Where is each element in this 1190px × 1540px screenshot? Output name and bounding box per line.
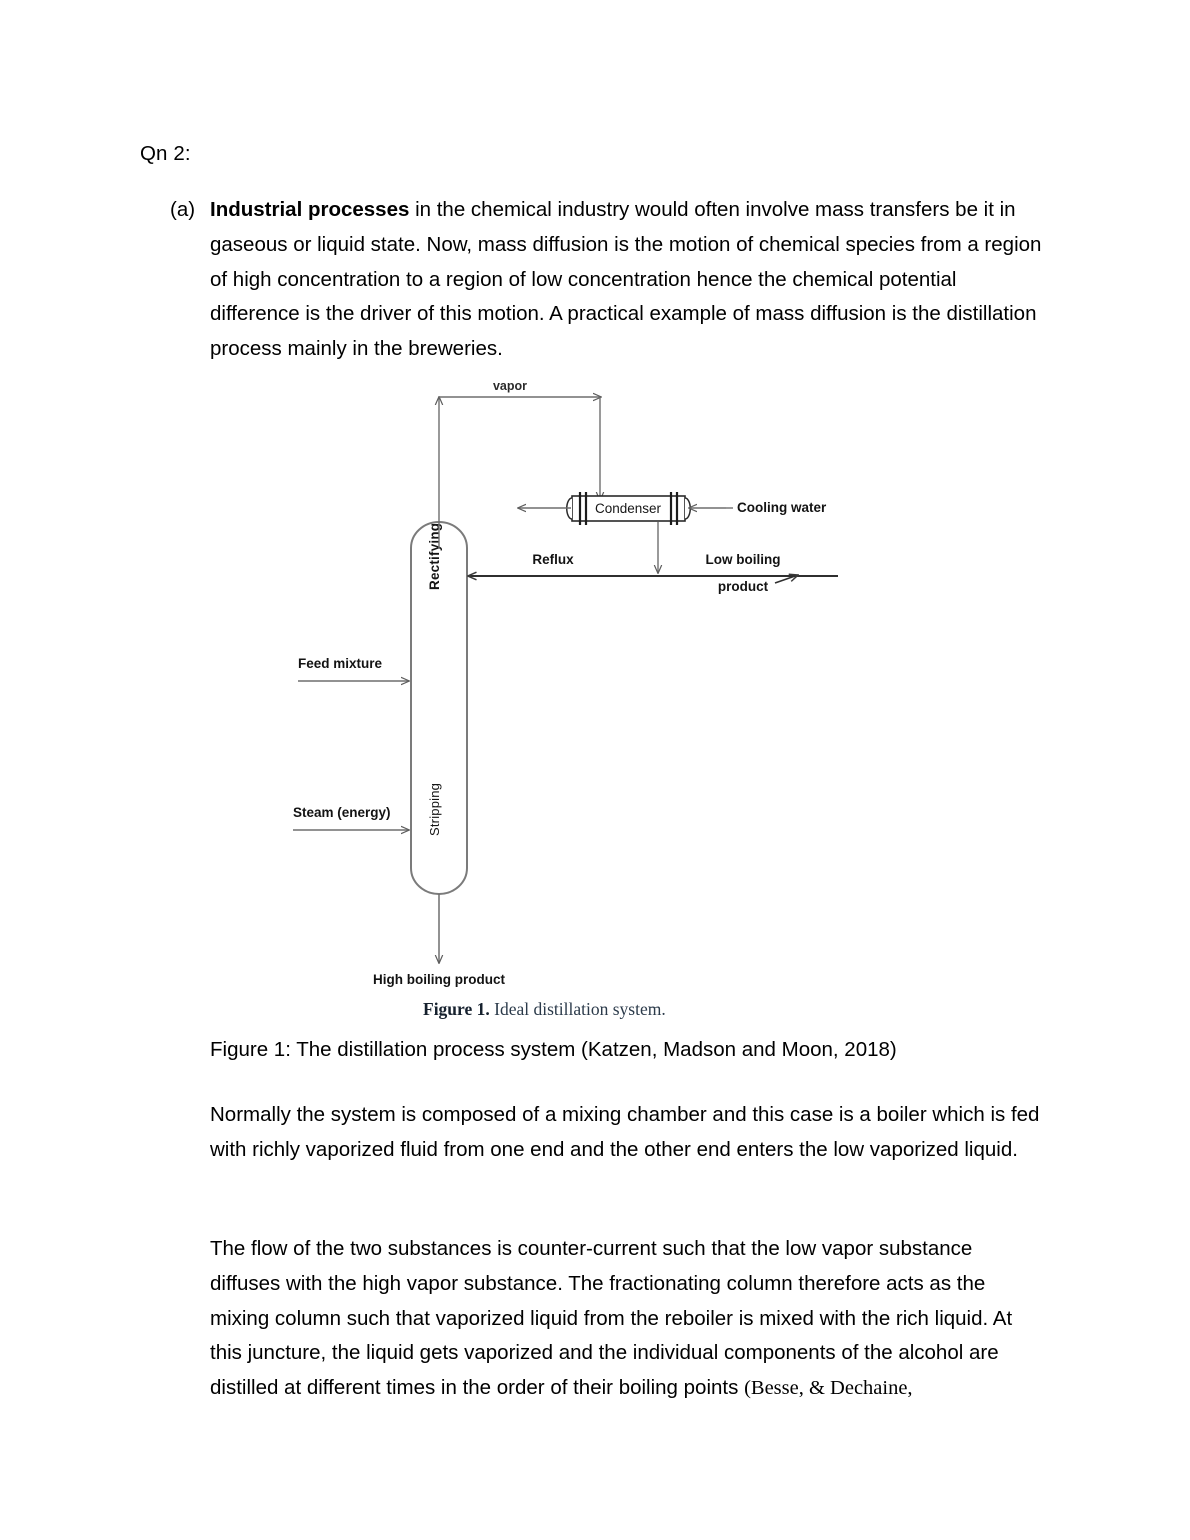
label-vapor: vapor [492, 379, 528, 393]
list-item-text: in the chemical industry would often involve mass transfers be it in gaseous or liquid state. Now, mass diffusion is the motion of chemical species from a region of high concentration to a region of low concentration hence the chemical potential difference is the driver of this motion. A practical example of mass diffusion is the distillation process mainly in the breweries. [210, 198, 1042, 361]
paragraph-two [210, 1232, 1048, 1406]
label-rectifying: Rectifying [427, 522, 442, 590]
figure-inner-caption-text: Ideal distillation system. [489, 999, 666, 1019]
figure-inner-caption [423, 999, 666, 1020]
label-feed-mixture: Feed mixture [298, 656, 383, 671]
list-marker: (a) [170, 198, 196, 221]
question-label: Qn 2: [140, 142, 191, 165]
label-low-boiling-product-line2: product [717, 579, 769, 594]
figure-inner-caption-number: Figure 1. [423, 999, 490, 1019]
label-stripping: Stripping [427, 782, 442, 836]
list-item-body [210, 193, 1050, 367]
label-low-boiling-product-line1: Low boiling [705, 552, 781, 567]
figure-outer-caption: Figure 1: The distillation process system (Katzen, Madson and Moon, 2018) [210, 1038, 897, 1061]
paragraph-one: Normally the system is composed of a mixing chamber and this case is a boiler which is fed with richly vaporized fluid from one end and the other end enters the low vaporized liquid. [210, 1103, 1040, 1161]
label-cooling-water: Cooling water [737, 500, 827, 515]
distillation-diagram [278, 378, 838, 1018]
list-item [170, 193, 1050, 367]
paragraph-two-main: The flow of the two substances is counter-current such that the low vapor substance diffuses with the high vapor substance. The fractionating column therefore acts as the mixing column such that vaporized liquid from the reboiler is mixed with the rich liquid. At this juncture, the liquid gets vaporized and the individual components of the alcohol are distilled at different times in the order of their boiling points [210, 1237, 1013, 1400]
label-high-boiling-product: High boiling product [373, 972, 505, 987]
paragraph-two-citation: (Besse, & Dechaine, [744, 1377, 913, 1400]
vapor-flow-path [439, 397, 601, 548]
label-condenser: Condenser [594, 501, 662, 516]
label-reflux: Reflux [532, 552, 574, 567]
list-item-lead-bold: Industrial processes [210, 198, 410, 221]
distillation-diagram-svg [278, 378, 838, 1018]
label-steam-energy: Steam (energy) [293, 805, 391, 820]
